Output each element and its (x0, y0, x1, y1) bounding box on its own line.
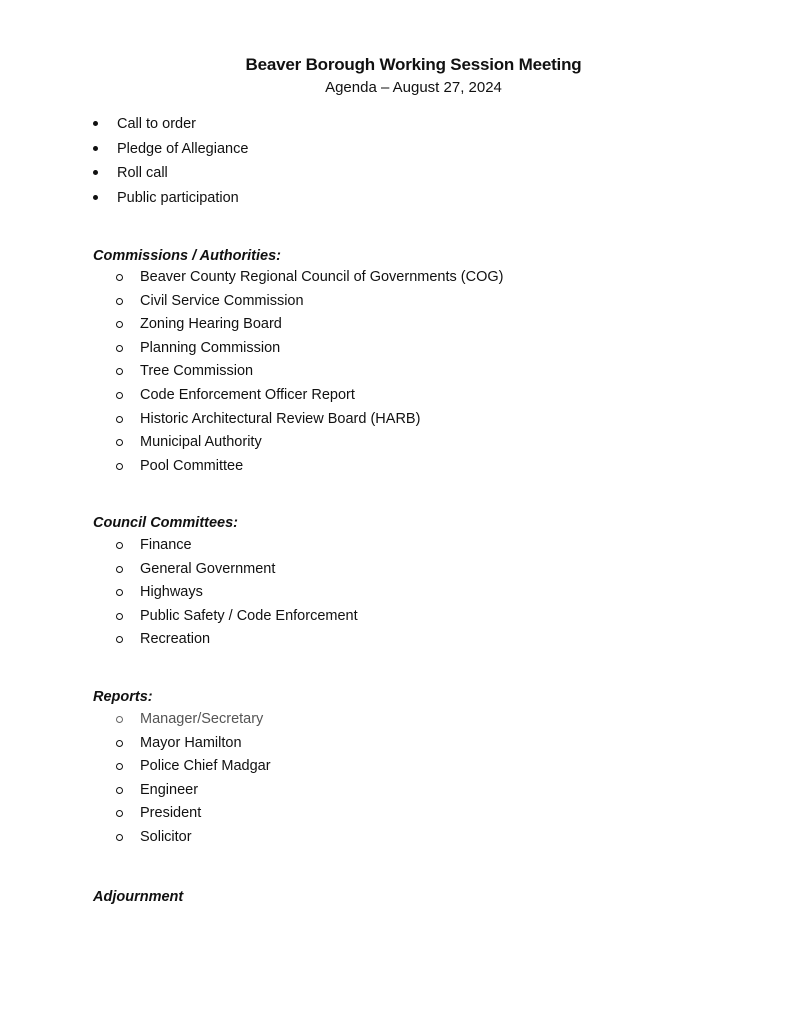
circle-bullet-icon (116, 810, 123, 817)
circle-bullet-icon (116, 368, 123, 375)
circle-bullet-icon (116, 613, 123, 620)
list-item-label: Public Safety / Code Enforcement (140, 607, 358, 624)
circle-bullet-icon (116, 298, 123, 305)
list-item (116, 733, 271, 757)
circle-bullet-icon (116, 321, 123, 328)
reports-list (116, 709, 271, 851)
opening-items-list (93, 114, 248, 212)
circle-bullet-icon (116, 416, 123, 423)
list-item-label: Pool Committee (140, 457, 244, 474)
list-item (116, 432, 503, 456)
page-title: Beaver Borough Working Session Meeting (245, 55, 582, 74)
circle-bullet-icon (116, 763, 123, 770)
circle-bullet-icon (116, 740, 123, 747)
circle-bullet-icon (116, 566, 123, 573)
list-item-label: Roll call (117, 165, 168, 181)
list-item (93, 114, 248, 139)
list-item (116, 291, 503, 315)
page-subtitle: Agenda – August 27, 2024 (325, 79, 502, 96)
list-item-label: Recreation (140, 631, 211, 648)
list-item (116, 338, 503, 362)
circle-bullet-icon (116, 787, 123, 794)
list-item (116, 709, 271, 733)
list-item (116, 827, 271, 851)
list-item-label: Planning Commission (140, 339, 281, 356)
list-item-label: Manager/Secretary (140, 711, 264, 727)
list-item-label: Tree Commission (140, 363, 254, 380)
circle-bullet-icon (116, 636, 123, 643)
list-item (116, 803, 271, 827)
list-item-label: Beaver County Regional Council of Governments (COG) (140, 269, 504, 285)
list-item-label: Police Chief Madgar (140, 758, 271, 775)
list-item-label: Highways (140, 584, 203, 601)
circle-bullet-icon (116, 392, 123, 399)
list-item (93, 163, 248, 188)
list-item-label: Historic Architectural Review Board (HARB) (140, 410, 421, 427)
list-item-label: Public participation (117, 189, 239, 206)
list-item (93, 139, 248, 164)
list-item (116, 267, 503, 291)
list-item-label: Code Enforcement Officer Report (140, 386, 355, 403)
circle-bullet-icon (116, 834, 123, 841)
bullet-icon (93, 195, 98, 200)
list-item-label: Civil Service Commission (140, 292, 304, 309)
list-item (116, 559, 358, 583)
list-item-label: President (140, 805, 202, 822)
list-item-label: Mayor Hamilton (140, 734, 242, 751)
list-item (116, 385, 503, 409)
circle-bullet-icon (116, 439, 123, 446)
list-item-label: Call to order (117, 116, 196, 132)
list-item-label: Finance (140, 537, 192, 553)
circle-bullet-icon (116, 589, 123, 596)
bullet-icon (93, 170, 98, 175)
bullet-icon (93, 146, 98, 151)
list-item-label: Engineer (140, 781, 199, 798)
list-item (116, 606, 358, 630)
commissions-list (116, 267, 503, 479)
list-item-label: Solicitor (140, 828, 192, 845)
list-item-label: Zoning Hearing Board (140, 316, 282, 333)
list-item (116, 314, 503, 338)
list-item (116, 756, 271, 780)
circle-bullet-icon (116, 716, 123, 723)
list-item-label: Municipal Authority (140, 434, 262, 451)
list-item-label: General Government (140, 560, 276, 577)
list-item (116, 456, 503, 480)
council-list (116, 535, 358, 653)
adjournment-heading: Adjournment (93, 889, 184, 905)
list-item-label: Pledge of Allegiance (117, 140, 249, 157)
bullet-icon (93, 121, 98, 126)
list-item (116, 409, 503, 433)
list-item (116, 780, 271, 804)
commissions-heading: Commissions / Authorities: (93, 248, 281, 264)
list-item (116, 361, 503, 385)
list-item (116, 629, 358, 653)
reports-heading: Reports: (93, 689, 153, 705)
circle-bullet-icon (116, 274, 123, 281)
circle-bullet-icon (116, 345, 123, 352)
circle-bullet-icon (116, 463, 123, 470)
list-item (116, 582, 358, 606)
list-item (93, 188, 248, 213)
council-heading: Council Committees: (93, 515, 239, 531)
list-item (116, 535, 358, 559)
circle-bullet-icon (116, 542, 123, 549)
